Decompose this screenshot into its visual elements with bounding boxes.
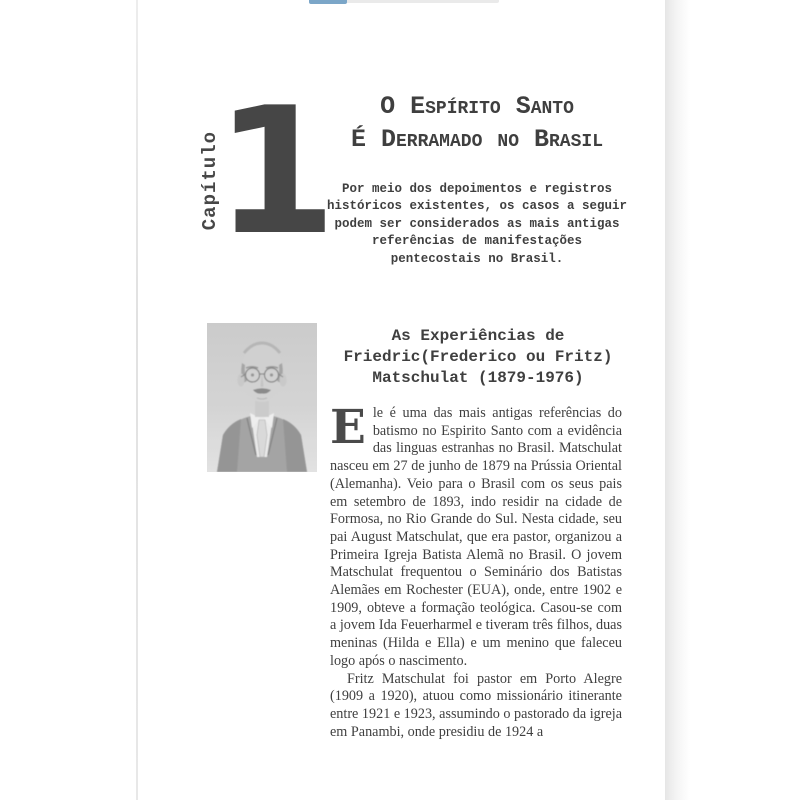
carousel-scroll-thumb[interactable] — [309, 0, 347, 4]
body-paragraph-1-text: le é uma das mais antigas referências do batismo no Espirito Santo com a evidência das linguas estranhas no Brasil. Matschulat nasceu em 27 de junho de 1879 na Prússia Oriental (Alemanha). Veio para o Brasil com os seus pais em setembro de 1893, indo residir na cidade de Formosa, no Rio Grande do Sul. Nesta cidade, seu pai August Matschulat, que era pastor, organizou a Primeira Igreja Batista Alemã no Brasil. O jovem Matschulat frequentou o Seminário dos Batistas Alemães em Rochester (EUA), onde, entre 1902 e 1909, obteve a formação teológica. Casou-se com a jovem Ida Feuerharmel e tiveram três filhos, duas meninas (Hilda e Ella) e um menino que faleceu logo após o nascimento. — [330, 405, 622, 669]
chapter-intro-line-3: podem ser considerados as mais antigas — [334, 216, 620, 231]
chapter-intro-line-1: Por meio dos depoimentos e registros — [341, 182, 613, 196]
chapter-title-line-2: É Derramado no Brasil — [350, 125, 604, 154]
body-text — [330, 400, 622, 741]
page-right-edge-shadow — [665, 0, 690, 800]
page-left-edge — [136, 0, 138, 800]
chapter-intro-line-5: pentecostais no Brasil. — [390, 251, 564, 266]
body-paragraph-1 — [330, 400, 622, 671]
chapter-number: 1 — [215, 71, 337, 274]
chapter-intro-line-2: históricos existentes, os casos a seguir — [327, 199, 628, 214]
section-heading-line-3: Matschulat (1879-1976) — [372, 369, 584, 387]
section-heading-line-2: Friedric(Frederico ou Fritz) — [343, 348, 613, 366]
chapter-intro — [327, 181, 627, 268]
portrait-photo-illustration — [207, 323, 317, 472]
chapter-title — [327, 90, 627, 156]
body-paragraph-2: Fritz Matschulat foi pastor em Porto Alegre (1909 a 1920), atuou como missionário itinerante entre 1921 e 1923, assumindo o pastorado da igreja em Panambi, onde presidiu de 1924 a — [330, 670, 622, 740]
carousel-scroll-track[interactable] — [309, 0, 499, 3]
section-heading-line-1: As Experiências de — [391, 327, 565, 345]
section-heading — [330, 326, 626, 389]
chapter-label: Capítulo — [199, 131, 221, 231]
dropcap: E — [330, 400, 366, 455]
chapter-title-line-1: O Espírito Santo — [380, 92, 574, 121]
portrait-photo — [207, 323, 317, 472]
chapter-intro-line-4: referências de manifestações — [371, 234, 583, 249]
